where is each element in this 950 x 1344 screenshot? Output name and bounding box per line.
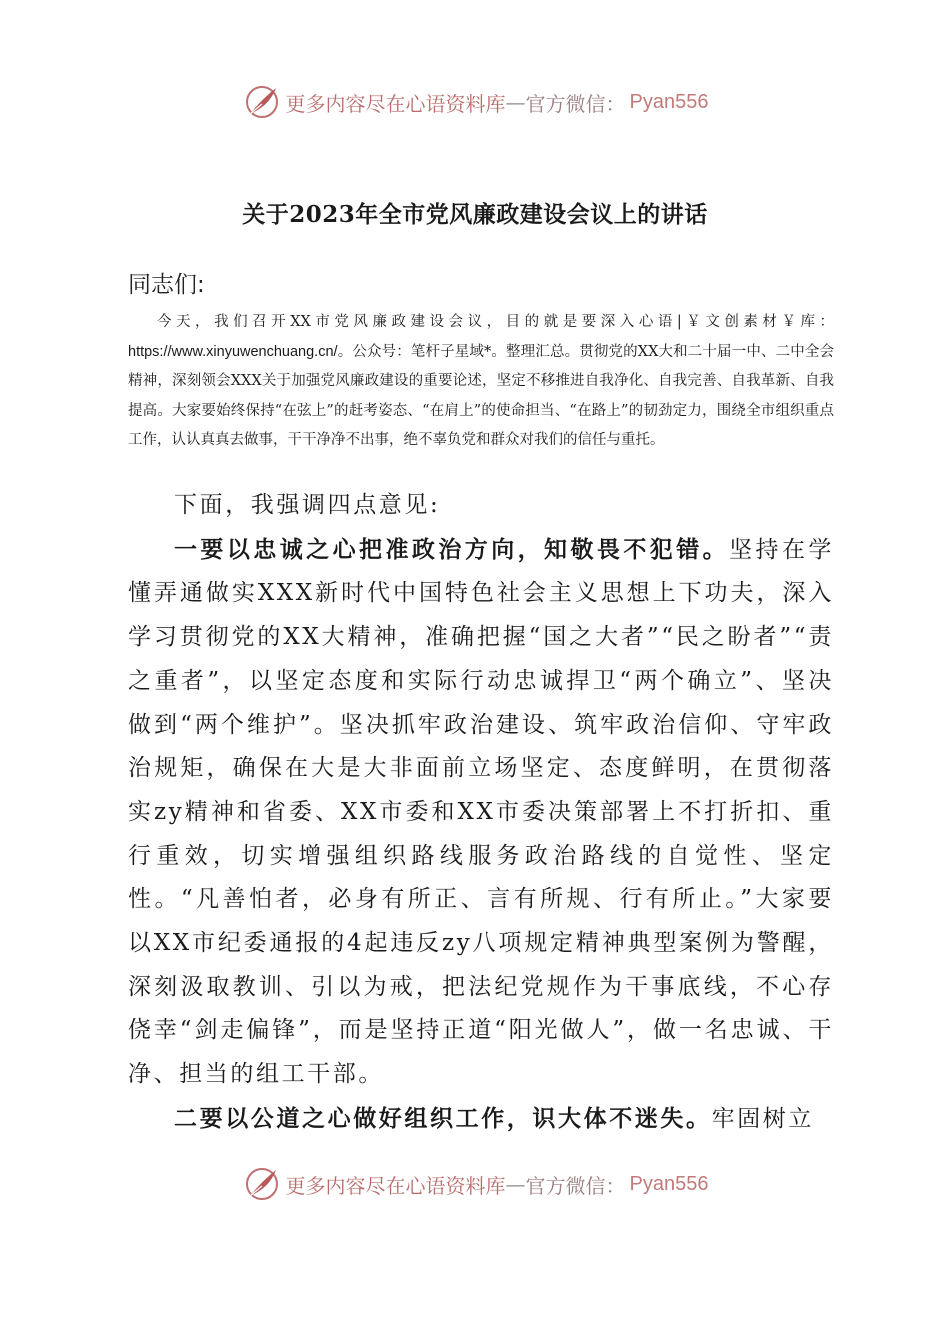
intro-text-1: 今天，我们召开XX市党风廉政建设会议，目的就是要深入心语|￥文创素材￥库： — [157, 314, 834, 330]
watermark-banner-bottom — [0, 1162, 950, 1206]
salutation: 同志们: — [128, 272, 205, 298]
watermark-dash: — — [505, 1172, 526, 1196]
watermark-site-text: 更多内容尽在心语资料库 — [285, 91, 506, 116]
feather-pen-icon — [242, 82, 282, 122]
point-1-heading: 一要以忠诚之心把准政治方向，知敬畏不犯错。 — [174, 535, 730, 563]
watermark-official-text: 官方微信： — [525, 91, 626, 116]
main-body — [128, 484, 834, 1142]
intro-paragraph — [128, 308, 834, 456]
watermark-dash: — — [505, 90, 526, 114]
document-title: 关于2023年全市党风廉政建设会议上的讲话 — [242, 201, 708, 228]
watermark-official-text: 官方微信： — [525, 1173, 626, 1198]
watermark-wechat-id: Pyan556 — [629, 90, 709, 113]
intro-text-2: 。公众号：笔杆子星域*。整理汇总。贯彻党的XX大和二十届一中、二中全会精神，深刻领会XXX关于加强党风廉政建设的重要论述，坚定不移推进自我净化、自我完善、自我革新、自我提高。大家要始终保持“在弦上”的赶考姿态、“在肩上”的使命担当、“在路上”的韧劲定力，围绕全市组织重点工作，认认真真去做事，干干净净不出事，绝不辜负党和群众对我们的信任与重托。 — [128, 343, 834, 448]
watermark-banner-top — [0, 80, 950, 124]
feather-pen-icon — [242, 1164, 282, 1204]
point-1-body: 坚持在学懂弄通做实XXX新时代中国特色社会主义思想上下功夫，深入学习贯彻党的XX大精神，准确把握“国之大者”“民之盼者”“责之重者”，以坚定态度和实际行动忠诚捍卫“两个确立”、坚决做到“两个维护”。坚决抓牢政治建设、筑牢政治信仰、守牢政治规矩，确保在大是大非面前立场坚定、态度鲜明，在贯彻落实zy精神和省委、XX市委和XX市委决策部署上不打折扣、重行重效，切实增强组织路线服务政治路线的自觉性、坚定性。“凡善怕者，必身有所正、言有所规、行有所止。”大家要以XX市纪委通报的4起违反zy八项规定精神典型案例为警醒，深刻汲取教训、引以为戒，把法纪党规作为干事底线，不心存侥幸“剑走偏锋”，而是坚持正道“阳光做人”，做一名忠诚、干净、担当的组工干部。 — [128, 536, 834, 1088]
point-2-heading: 二要以公道之心做好组织工作，识大体不迷失。 — [174, 1104, 712, 1132]
point-1-paragraph — [128, 528, 834, 1097]
watermark-wechat-id: Pyan556 — [629, 1172, 709, 1195]
lead-paragraph: 下面，我强调四点意见: — [174, 492, 441, 518]
point-2-paragraph — [128, 1097, 834, 1142]
watermark-site-text: 更多内容尽在心语资料库 — [285, 1173, 506, 1198]
intro-link: https://www.xinyuwenchuang.cn/ — [128, 343, 338, 360]
point-2-body: 牢固树立 — [711, 1105, 815, 1132]
